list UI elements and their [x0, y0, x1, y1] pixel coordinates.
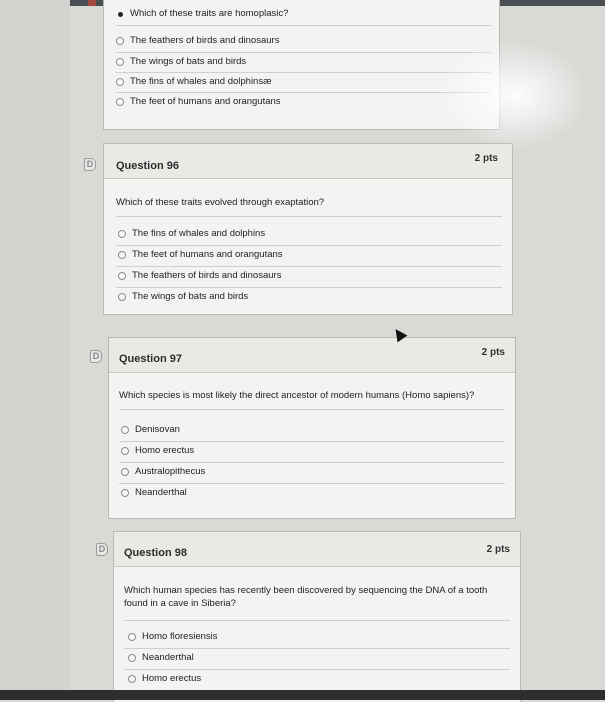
answer-option[interactable]	[116, 96, 281, 110]
option-label: Homo floresiensis	[142, 631, 218, 642]
answer-option[interactable]	[116, 56, 246, 70]
divider	[119, 483, 505, 484]
flag-question-icon[interactable]: D	[96, 543, 108, 556]
answer-option[interactable]	[116, 76, 272, 90]
radio-button[interactable]	[118, 230, 126, 238]
divider	[116, 245, 502, 246]
answer-option[interactable]	[118, 249, 283, 263]
divider	[124, 669, 510, 670]
question-header	[114, 532, 520, 567]
question-card-97	[108, 337, 516, 519]
radio-button[interactable]	[128, 675, 136, 683]
radio-button[interactable]	[116, 78, 124, 86]
radio-button[interactable]	[118, 272, 126, 280]
question-text: Which species is most likely the direct ancestor of modern humans (Homo sapiens)?	[119, 390, 475, 401]
divider	[119, 441, 505, 442]
option-label: Australopithecus	[135, 466, 206, 477]
divider	[116, 216, 502, 217]
divider	[124, 620, 510, 621]
answer-option[interactable]	[128, 652, 194, 666]
answer-option[interactable]	[121, 445, 194, 459]
flag-question-icon[interactable]: D	[90, 350, 102, 363]
question-text: Which human species has recently been discovered by sequencing the DNA of a tooth found in a cave in Siberia?	[124, 585, 488, 609]
question-header	[104, 144, 512, 179]
answer-option[interactable]	[128, 631, 218, 645]
option-label: Homo erectus	[135, 445, 195, 456]
answer-option[interactable]	[116, 35, 279, 49]
option-label: Denisovan	[135, 424, 180, 435]
option-label: The fins of whales and dolphins	[132, 228, 266, 239]
option-label: The feet of humans and orangutans	[130, 96, 281, 107]
radio-button[interactable]	[118, 293, 126, 301]
radio-button[interactable]	[121, 489, 129, 497]
divider	[116, 52, 491, 53]
radio-button[interactable]	[116, 98, 124, 106]
option-label: The wings of bats and birds	[132, 291, 249, 302]
divider	[116, 72, 491, 73]
question-card-98	[113, 531, 521, 702]
divider	[119, 462, 505, 463]
question-text: Which of these traits evolved through exaptation?	[116, 197, 325, 208]
radio-button[interactable]	[116, 58, 124, 66]
option-label: The feet of humans and orangutans	[132, 249, 283, 260]
answer-option[interactable]	[121, 487, 187, 501]
question-title: Question 96	[116, 160, 179, 172]
option-label: The wings of bats and birds	[130, 56, 247, 67]
radio-button[interactable]	[121, 468, 129, 476]
prev-question-text: Which of these traits are homoplasic?	[130, 8, 289, 19]
question-points: 2 pts	[481, 347, 505, 358]
question-title: Question 98	[124, 547, 187, 559]
option-label: Homo erectus	[142, 673, 202, 684]
answer-option[interactable]	[121, 424, 180, 438]
option-label: Neanderthal	[135, 487, 187, 498]
divider	[116, 266, 502, 267]
answer-option[interactable]	[118, 270, 281, 284]
divider	[116, 287, 502, 288]
divider	[119, 409, 505, 410]
option-label: The fins of whales and dolphinsæ	[130, 76, 272, 87]
radio-button[interactable]	[128, 654, 136, 662]
bullet-icon	[118, 12, 123, 17]
left-sidebar	[0, 0, 70, 700]
bottom-bezel	[0, 690, 605, 700]
question-card-96	[103, 143, 513, 315]
radio-button[interactable]	[121, 447, 129, 455]
option-label: The feathers of birds and dinosaurs	[132, 270, 282, 281]
radio-button[interactable]	[121, 426, 129, 434]
question-header	[109, 338, 515, 373]
divider	[116, 92, 491, 93]
radio-button[interactable]	[116, 37, 124, 45]
question-points: 2 pts	[474, 153, 498, 164]
question-points: 2 pts	[486, 544, 510, 555]
option-label: The feathers of birds and dinosaurs	[130, 35, 280, 46]
question-title: Question 97	[119, 353, 182, 365]
radio-button[interactable]	[118, 251, 126, 259]
flag-question-icon[interactable]: D	[84, 158, 96, 171]
divider	[124, 648, 510, 649]
divider	[116, 25, 491, 26]
prev-question-card	[103, 0, 500, 130]
answer-option[interactable]	[118, 228, 265, 242]
answer-option[interactable]	[118, 291, 248, 305]
radio-button[interactable]	[128, 633, 136, 641]
answer-option[interactable]	[128, 673, 201, 687]
tab-indicator-icon[interactable]	[88, 0, 96, 6]
answer-option[interactable]	[121, 466, 205, 480]
option-label: Neanderthal	[142, 652, 194, 663]
